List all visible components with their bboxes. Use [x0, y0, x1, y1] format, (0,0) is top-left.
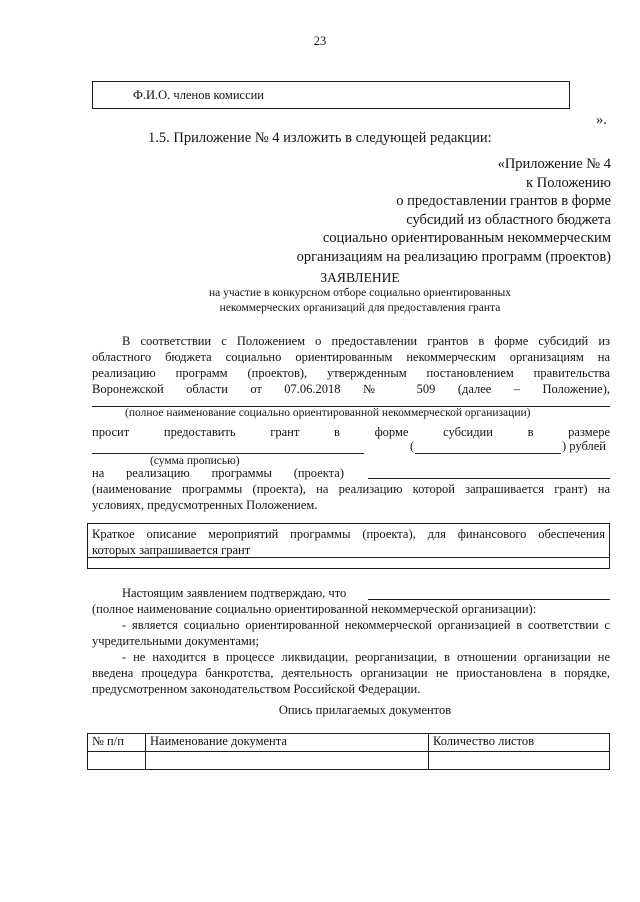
confirmation-caption: (полное наименование социально ориентированной некоммерческой организации):	[92, 602, 537, 616]
table-header-row	[88, 734, 610, 752]
confirmation-item: учредительными документами;	[92, 634, 259, 648]
intro-line: реализацию программ (проектов), утвержденным постановлением правительства	[92, 366, 610, 380]
annex-line: социально ориентированным некоммерческим	[322, 230, 611, 247]
closing-quote: ».	[596, 112, 607, 128]
program-caption: условиях, предусмотренных Положением.	[92, 498, 318, 512]
confirmation-line: Настоящим заявлением подтверждаю, что	[122, 586, 347, 600]
annex-line: о предоставлении грантов в форме	[396, 193, 611, 210]
commission-box	[92, 81, 570, 109]
section-heading: 1.5. Приложение № 4 изложить в следующей редакции:	[148, 130, 492, 146]
annex-line: организациям на реализацию программ (проектов)	[296, 248, 611, 265]
table-row[interactable]	[88, 752, 610, 770]
sum-caption: (сумма прописью)	[150, 455, 240, 467]
sum-digits-blank[interactable]	[415, 453, 561, 454]
intro-line: Воронежской области от 07.06.2018 № 509 (далее – Положение),	[92, 382, 610, 396]
page-number: 23	[313, 34, 327, 48]
table-cell[interactable]	[146, 752, 429, 770]
application-subtitle: на участие в конкурсном отборе социально ориентированных	[209, 287, 511, 299]
program-line: на реализацию программы (проекта)	[92, 466, 344, 480]
application-subtitle: некоммерческих организаций для предоставления гранта	[219, 302, 501, 314]
application-heading	[100, 270, 620, 316]
table-header-cell: Количество листов	[429, 734, 610, 752]
table-cell[interactable]	[429, 752, 610, 770]
annex-line: субсидий из областного бюджета	[406, 211, 611, 228]
table-header-cell: Наименование документа	[146, 734, 429, 752]
rubles-suffix: ) рублей	[562, 439, 606, 453]
description-label: которых запрашивается грант	[92, 543, 251, 557]
intro-line: областного бюджета социально ориентированным некоммерческим организациям на	[92, 350, 610, 364]
description-label: Краткое описание мероприятий программы (проекта), для финансового обеспечения	[92, 527, 605, 541]
documents-table	[87, 733, 610, 770]
program-caption: (наименование программы (проекта), на реализацию которой запрашивается грант) на	[92, 482, 610, 496]
annex-line: к Положению	[526, 174, 611, 191]
document-page: 23 Ф.И.О. членов комиссии ». 1.5. Приложение № 4 изложить в следующей редакции: «Приложение № 4 к Положению о предоставлении грантов в форме субсидий из областного бюджета социально ориентированным некоммерческим организациям на реализацию программ (проектов) ЗАЯВЛЕНИЕ на участие в конкурсном отборе социально ориентированных некоммерческих организаций для предоставления гранта В соответствии с Положением о предоставлении грантов в форме субсидий из областного бюджета социально ориентированным некоммерческим организациям на реализацию программ (проектов), утвержденным постановлением правительства Воронежской области от 07.06.2018 № 509 (далее – Положение), (полное наименование социально ориентированной некоммерческой организации) просит предоставить грант в форме субсидии в размере ( ) рублей (сумма прописью) на реализацию программы (проекта) (наименование программы (проекта), на реализацию которой запрашивается грант) на условиях, предусмотренных Положением. Краткое описание мероприятий программы (проекта), для финансового обеспечения которых запрашивается грант Настоящим заявлением подтверждаю, что (полное наименование социально ориентированной некоммерческой организации): - является социально ориентированной некоммерческой организацией в соответствии с учредительными документами; - не находится в процессе ликвидации, реорганизации, в отношении организации не введена процедура банкротства, деятельность организации не приостановлена в порядке, предусмотренном законодательством Российской Федерации. Опись прилагаемых документов № п/п Наименование документа Количество листов	[0, 0, 640, 902]
documents-table-title: Опись прилагаемых документов	[278, 703, 452, 717]
description-table	[87, 523, 610, 569]
confirmation-item: введена процедура банкротства, деятельность организации не приостановлена в порядке,	[92, 666, 610, 680]
confirmation-item: - является социально ориентированной некоммерческой организацией в соответствии с	[122, 618, 610, 632]
confirmation-org-blank[interactable]	[368, 599, 610, 600]
confirmation-item: предусмотренном законодательством Российской Федерации.	[92, 682, 421, 696]
description-input-row[interactable]	[88, 557, 609, 558]
table-header-cell: № п/п	[88, 734, 146, 752]
program-name-blank[interactable]	[368, 478, 610, 479]
commission-label: Ф.И.О. членов комиссии	[133, 88, 264, 102]
table-cell[interactable]	[88, 752, 146, 770]
annex-header	[250, 155, 611, 267]
intro-line: В соответствии с Положением о предоставлении грантов в форме субсидий из	[122, 334, 610, 348]
request-line: просит предоставить грант в форме субсидии в размере	[92, 425, 610, 439]
annex-line: «Приложение № 4	[497, 156, 611, 172]
sum-words-blank[interactable]	[92, 453, 364, 454]
org-name-caption: (полное наименование социально ориентированной некоммерческой организации)	[125, 407, 531, 419]
confirmation-item: - не находится в процессе ликвидации, реорганизации, в отношении организации не	[122, 650, 610, 664]
application-title: ЗАЯВЛЕНИЕ	[320, 270, 400, 285]
